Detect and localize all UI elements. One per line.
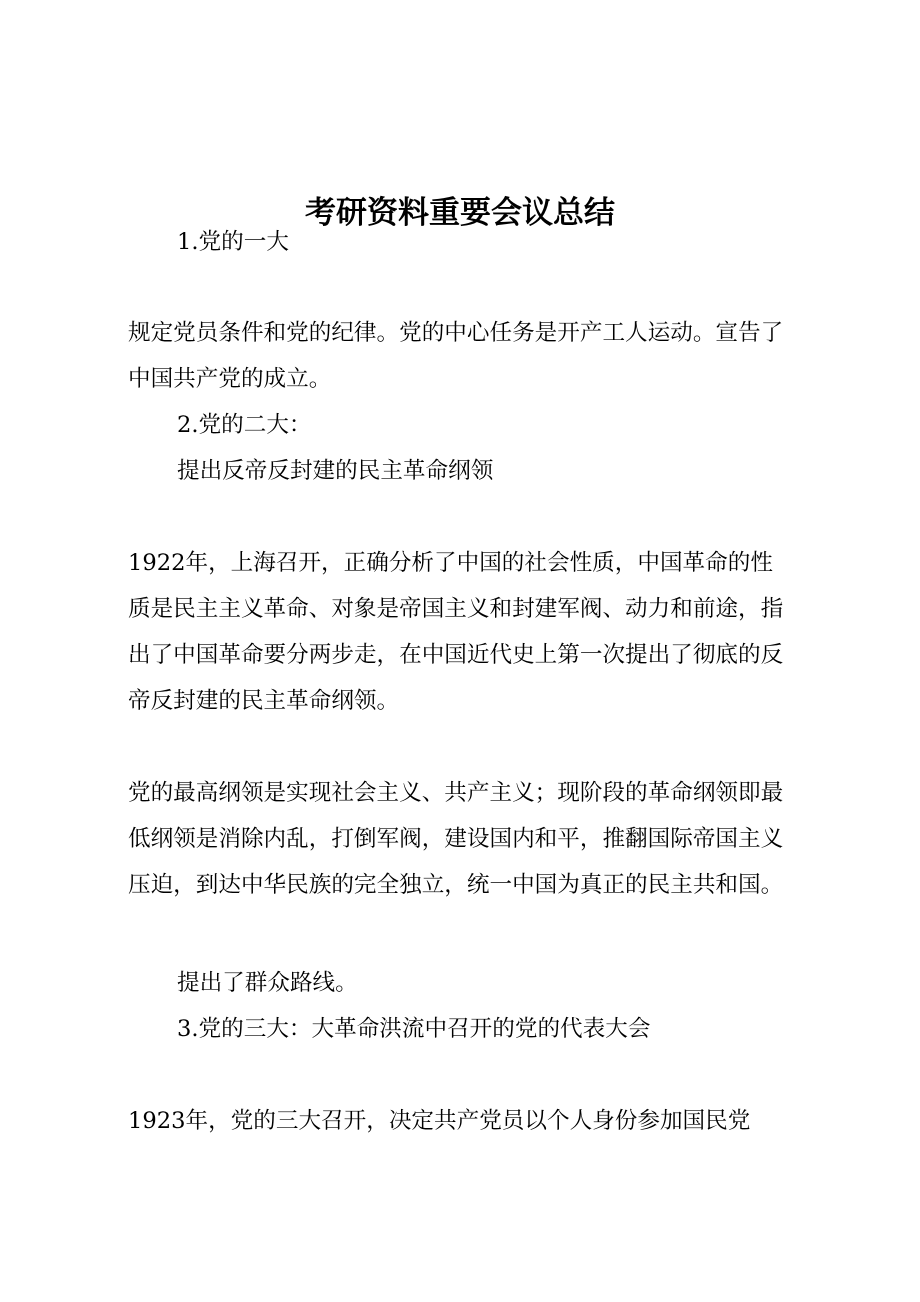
paragraph: 党的最高纲领是实现社会主义、共产主义；现阶段的革命纲领即最低纲领是消除内乱，打倒军阀，建设国内和平，推翻国际帝国主义压迫，到达中华民族的完全独立，统一中国为真正的民主共和国。 [128,780,784,898]
paragraph: 提出了群众路线。 [177,970,358,996]
paragraph: 提出反帝反封建的民主革命纲领 [177,458,494,484]
paragraph: 1922年，上海召开，正确分析了中国的社会性质，中国革命的性质是民主主义革命、对象是帝国主义和封建军阀、动力和前途，指出了中国革命要分两步走，在中国近代史上第一次提出了彻底的反帝反封建的民主革命纲领。 [128,550,784,714]
document-title: 考研资料重要会议总结 [305,194,615,231]
paragraph-heading-1: 1.党的一大 [177,229,289,255]
paragraph-heading-3: 3.党的三大：大革命洪流中召开的党的代表大会 [177,1016,651,1042]
paragraph: 1923年，党的三大召开，决定共产党员以个人身份参加国民党 [128,1108,751,1134]
paragraph-heading-2: 2.党的二大： [177,412,312,438]
paragraph: 规定党员条件和党的纪律。党的中心任务是开产工人运动。宣告了中国共产党的成立。 [128,320,784,392]
